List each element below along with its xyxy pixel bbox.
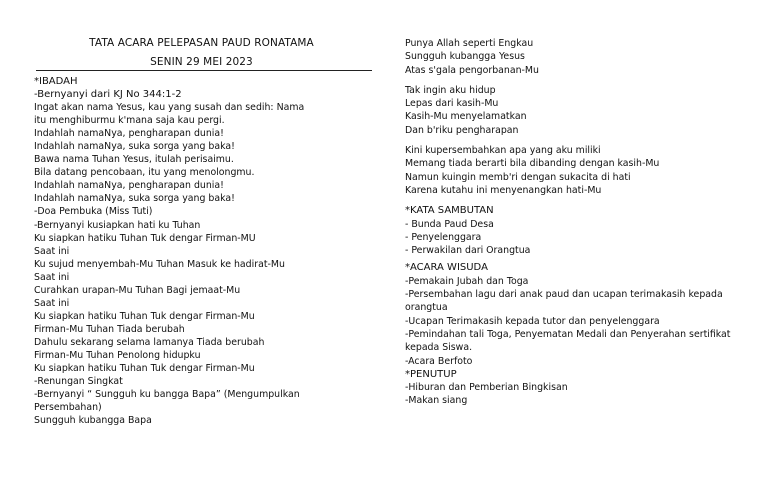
text-line: Ku siapkan hatiku Tuhan Tuk dengar Firman-MU (34, 232, 256, 244)
text-line: Ku siapkan hatiku Tuhan Tuk dengar Firman-Mu (34, 310, 255, 322)
text-line: Punya Allah seperti Engkau (405, 38, 534, 49)
text-line: Kasih-Mu menyelamatkan (405, 111, 527, 123)
text-line: -Pemakain Jubah dan Toga (405, 275, 529, 287)
text-line: -Doa Pembuka (Miss Tuti) (34, 206, 153, 218)
text-line: -Renungan Singkat (34, 376, 123, 388)
text-line: - Bunda Paud Desa (405, 218, 494, 230)
text-line: Sungguh kubangga Bapa (34, 415, 152, 427)
text-line: orangtua (405, 302, 448, 314)
text-line: Indahlah namaNya, suka sorga yang baka! (34, 141, 235, 153)
document-date: SENIN 29 MEI 2023 (150, 56, 253, 68)
text-line: - Penyelenggara (405, 231, 482, 243)
text-line: Sungguh kubangga Yesus (405, 51, 525, 63)
section-heading-sambutan: *KATA SAMBUTAN (405, 205, 494, 217)
text-line: Dan b'riku pengharapan (405, 124, 519, 136)
text-line: Namun kuingin memb'ri dengan sukacita di hati (405, 171, 631, 183)
text-line: Ku sujud menyembah-Mu Tuhan Masuk ke hadirat-Mu (34, 258, 285, 270)
text-line: -Pemindahan tali Toga, Penyematan Medali dan Penyerahan sertifikat (405, 328, 731, 340)
text-line: itu menghiburmu k'mana saja kau pergi. (34, 115, 225, 127)
text-line: -Hiburan dan Pemberian Bingkisan (405, 382, 568, 394)
section-heading-ibadah: *IBADAH (34, 76, 78, 87)
text-line: -Persembahan lagu dari anak paud dan ucapan terimakasih kepada (405, 289, 723, 301)
text-line: -Makan siang (405, 395, 468, 407)
spacer (405, 137, 730, 144)
spacer (405, 77, 730, 84)
text-line: kepada Siswa. (405, 342, 473, 354)
text-line: Atas s'gala pengorbanan-Mu (405, 64, 539, 76)
text-line: Indahlah namaNya, pengharapan dunia! (34, 128, 224, 140)
text-line: Indahlah namaNya, suka sorga yang baka! (34, 193, 235, 205)
text-line: - Perwakilan dari Orangtua (405, 245, 531, 257)
text-line: Tak ingin aku hidup (405, 84, 496, 96)
title-divider (36, 70, 372, 71)
document-title: TATA ACARA PELEPASAN PAUD RONATAMA (89, 37, 314, 49)
text-line: Saat ini (34, 297, 70, 309)
text-line: -Acara Berfoto (405, 355, 473, 367)
right-text-block (405, 37, 730, 408)
text-line: Karena kutahu ini menyenangkan hati-Mu (405, 184, 602, 196)
section-heading-penutup: *PENUTUP (405, 368, 457, 380)
text-line: Ingat akan nama Yesus, kau yang susah dan sedih: Nama (34, 102, 305, 114)
text-line: -Ucapan Terimakasih kepada tutor dan penyelenggara (405, 315, 660, 327)
spacer (405, 197, 730, 204)
text-line: Firman-Mu Tuhan Tiada berubah (34, 323, 185, 335)
text-line: Firman-Mu Tuhan Penolong hidupku (34, 349, 201, 361)
text-line: Kini kupersembahkan apa yang aku miliki (405, 145, 601, 157)
text-line: Saat ini (34, 245, 70, 257)
text-line: Memang tiada berarti bila dibanding dengan kasih-Mu (405, 158, 660, 170)
section-heading-wisuda: *ACARA WISUDA (405, 262, 488, 274)
text-line: -Bernyanyi “ Sungguh ku bangga Bapa” (Mengumpulkan (34, 389, 300, 401)
text-line: Dahulu sekarang selama lamanya Tiada berubah (34, 336, 265, 348)
text-line: Saat ini (34, 271, 70, 283)
text-line: Curahkan urapan-Mu Tuhan Bagi jemaat-Mu (34, 284, 241, 296)
text-line: Ku siapkan hatiku Tuhan Tuk dengar Firman-Mu (34, 363, 255, 375)
text-line: -Bernyanyi dari KJ No 344:1-2 (34, 89, 182, 101)
text-line: Persembahan) (34, 402, 102, 414)
text-line: Indahlah namaNya, pengharapan dunia! (34, 180, 224, 192)
text-line: Lepas dari kasih-Mu (405, 98, 499, 110)
text-line: Bawa nama Tuhan Yesus, itulah perisaimu. (34, 154, 234, 166)
text-line: -Bernyanyi kusiapkan hati ku Tuhan (34, 219, 201, 231)
text-line: Bila datang pencobaan, itu yang menolongmu. (34, 167, 255, 179)
left-text-block (34, 75, 304, 427)
